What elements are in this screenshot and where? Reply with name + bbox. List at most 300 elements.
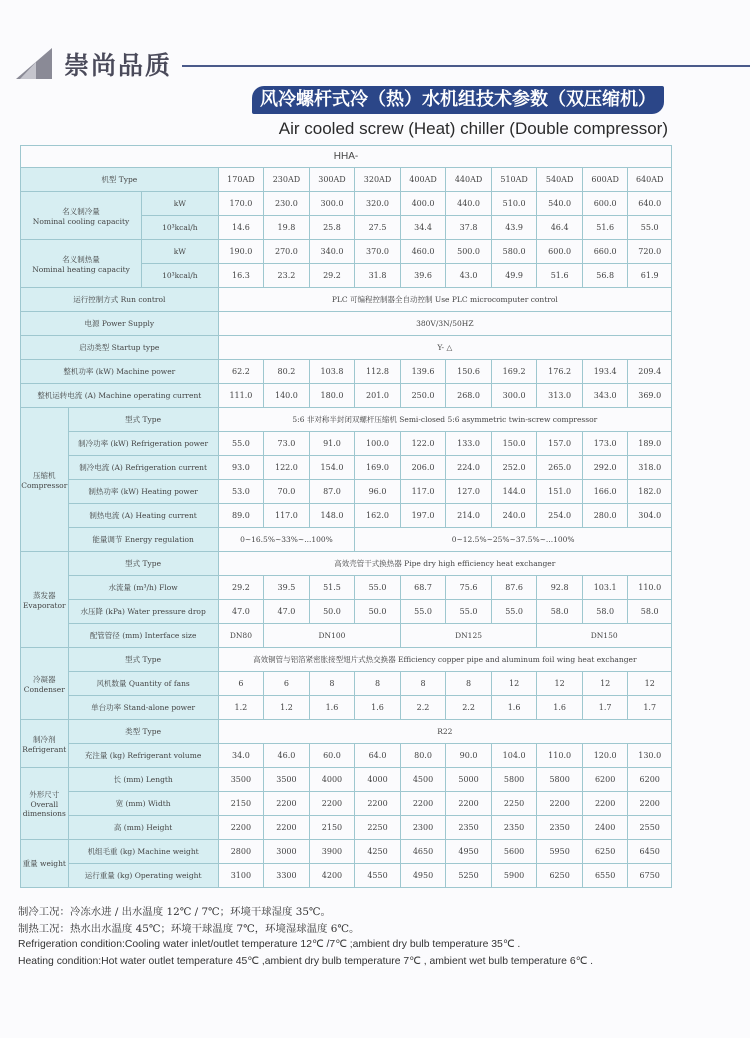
value-cell: 3000 <box>264 840 310 864</box>
value-cell: 2150 <box>218 792 264 816</box>
value-cell: 1.2 <box>218 696 264 720</box>
fans-label: 风机数量 Quantity of fans <box>68 672 218 696</box>
value-cell: 14.6 <box>218 216 264 240</box>
value-cell: 230AD <box>264 168 310 192</box>
interface-label: 配管管径 (mm) Interface size <box>68 624 218 648</box>
value-cell: 19.8 <box>264 216 310 240</box>
value-cell: 150.6 <box>446 360 492 384</box>
row-startup <box>21 336 672 360</box>
drop-label: 水压降 (kPa) Water pressure drop <box>68 600 218 624</box>
value-cell: 280.0 <box>582 504 628 528</box>
value-cell: 2800 <box>218 840 264 864</box>
power-supply-label: 电源 Power Supply <box>21 312 219 336</box>
value-cell: 5000 <box>446 768 492 792</box>
evaporator-group-cn: 蒸发器 <box>33 590 56 600</box>
weight-group: 重量 weight <box>21 840 69 888</box>
note-heating-en: Heating condition:Hot water outlet temperature 45℃ ,ambient dry bulb temperature 7℃ , ambient wet bulb temperature 6℃ . <box>18 955 594 967</box>
value-cell: 600.0 <box>582 192 628 216</box>
value-cell: 240.0 <box>491 504 537 528</box>
value-cell: 34.4 <box>400 216 446 240</box>
startup-value: Y- △ <box>218 336 671 360</box>
value-cell: 46.4 <box>537 216 583 240</box>
unit-cell: 10³kcal/h <box>142 264 219 288</box>
energy-value-a: 0~16.5%~33%~...100% <box>218 528 355 552</box>
value-cell: 3500 <box>264 768 310 792</box>
heating-label-cn: 名义制热量 <box>62 254 100 264</box>
value-cell: 127.0 <box>446 480 492 504</box>
value-cell: 170.0 <box>218 192 264 216</box>
value-cell: 133.0 <box>446 432 492 456</box>
cooling-label-en: Nominal cooling capacity <box>32 216 130 226</box>
note-cooling-cn: 制冷工况：冷冻水进 / 出水温度 12℃ / 7℃；环境干球湿度 35℃。 <box>18 906 331 918</box>
value-cell: 340.0 <box>309 240 355 264</box>
value-cell: 4500 <box>400 768 446 792</box>
value-cell: 53.0 <box>218 480 264 504</box>
value-cell: 6250 <box>537 864 583 888</box>
value-cell: 140.0 <box>264 384 310 408</box>
conditions-notes <box>18 904 738 970</box>
row-heat-power <box>21 480 672 504</box>
row-ref-volume <box>21 744 672 768</box>
row-dim-length <box>21 768 672 792</box>
title-cn-banner: 风冷螺杆式冷（热）水机组技术参数（双压缩机） <box>252 86 664 114</box>
value-cell: 254.0 <box>537 504 583 528</box>
value-cell: 600AD <box>582 168 628 192</box>
value-cell: 2200 <box>264 792 310 816</box>
energy-value-b: 0~12.5%~25%~37.5%~...100% <box>355 528 672 552</box>
row-weight-operating <box>21 864 672 888</box>
value-cell: 100.0 <box>355 432 401 456</box>
value-cell: 2400 <box>582 816 628 840</box>
value-cell: 2250 <box>491 792 537 816</box>
row-heat-current <box>21 504 672 528</box>
value-cell: 46.0 <box>264 744 310 768</box>
value-cell: 89.0 <box>218 504 264 528</box>
model-label: 机型 Type <box>21 168 219 192</box>
value-cell: 440.0 <box>446 192 492 216</box>
value-cell: 103.1 <box>582 576 628 600</box>
value-cell: 2200 <box>537 792 583 816</box>
value-cell: 157.0 <box>537 432 583 456</box>
value-cell: 2200 <box>582 792 628 816</box>
compressor-group-cn: 压缩机 <box>33 470 56 480</box>
value-cell: 8 <box>309 672 355 696</box>
value-cell: 4250 <box>355 840 401 864</box>
row-cond-type <box>21 648 672 672</box>
startup-label: 启动类型 Startup type <box>21 336 219 360</box>
value-cell: 111.0 <box>218 384 264 408</box>
value-cell: 139.6 <box>400 360 446 384</box>
value-cell: 540AD <box>537 168 583 192</box>
value-cell: 304.0 <box>628 504 672 528</box>
value-cell: 2550 <box>628 816 672 840</box>
value-cell: 29.2 <box>309 264 355 288</box>
row-dim-width <box>21 792 672 816</box>
machine-power-label: 整机功率 (kW) Machine power <box>21 360 219 384</box>
value-cell: 87.0 <box>309 480 355 504</box>
value-cell: 2200 <box>309 792 355 816</box>
evaporator-type-label: 型式 Type <box>68 552 218 576</box>
value-cell: 75.6 <box>446 576 492 600</box>
value-cell: 47.0 <box>264 600 310 624</box>
value-cell: 56.8 <box>582 264 628 288</box>
value-cell: 122.0 <box>400 432 446 456</box>
row-cond-fan-power <box>21 696 672 720</box>
value-cell: 720.0 <box>628 240 672 264</box>
value-cell: 270.0 <box>264 240 310 264</box>
value-cell: 91.0 <box>309 432 355 456</box>
row-heat-current-label: 制热电流 (A) Heating current <box>68 504 218 528</box>
value-cell: 50.0 <box>355 600 401 624</box>
value-cell: 500.0 <box>446 240 492 264</box>
value-cell: 8 <box>355 672 401 696</box>
value-cell: 61.9 <box>628 264 672 288</box>
row-power-supply <box>21 312 672 336</box>
row-series <box>21 146 672 168</box>
value-cell: 2300 <box>400 816 446 840</box>
refrigerant-group <box>21 720 69 768</box>
value-cell: 300.0 <box>491 384 537 408</box>
value-cell: 3500 <box>218 768 264 792</box>
value-cell: 660.0 <box>582 240 628 264</box>
compressor-group-en: Compressor <box>21 480 68 490</box>
value-cell: 580.0 <box>491 240 537 264</box>
interface-value: DN125 <box>400 624 537 648</box>
value-cell: 5950 <box>537 840 583 864</box>
value-cell: 3900 <box>309 840 355 864</box>
value-cell: 320AD <box>355 168 401 192</box>
value-cell: 47.0 <box>218 600 264 624</box>
value-cell: 440AD <box>446 168 492 192</box>
value-cell: 12 <box>491 672 537 696</box>
width-label: 宽 (mm) Width <box>68 792 218 816</box>
value-cell: 39.6 <box>400 264 446 288</box>
value-cell: 90.0 <box>446 744 492 768</box>
value-cell: 64.0 <box>355 744 401 768</box>
value-cell: 112.8 <box>355 360 401 384</box>
refrigerant-type-value: R22 <box>218 720 671 744</box>
dimensions-group-en2: dimensions <box>22 809 66 818</box>
triangle-logo-icon <box>14 46 54 80</box>
value-cell: 206.0 <box>400 456 446 480</box>
value-cell: 8 <box>446 672 492 696</box>
value-cell: 117.0 <box>400 480 446 504</box>
value-cell: 5250 <box>446 864 492 888</box>
value-cell: 12 <box>582 672 628 696</box>
value-cell: 2350 <box>446 816 492 840</box>
row-machine-current <box>21 384 672 408</box>
value-cell: 103.8 <box>309 360 355 384</box>
value-cell: 34.0 <box>218 744 264 768</box>
value-cell: 51.6 <box>582 216 628 240</box>
condenser-type-value: 高效铜管与铝箔紧密胀接型翅片式热交换器 Efficiency copper pipe and aluminum foil wing heat exchanger <box>218 648 671 672</box>
value-cell: 369.0 <box>628 384 672 408</box>
value-cell: 92.8 <box>537 576 583 600</box>
value-cell: 230.0 <box>264 192 310 216</box>
value-cell: 4650 <box>400 840 446 864</box>
value-cell: 16.3 <box>218 264 264 288</box>
brand-text: 崇尚品质 <box>64 51 173 80</box>
condenser-group-en: Condenser <box>23 684 65 694</box>
value-cell: 2.2 <box>446 696 492 720</box>
value-cell: 2350 <box>537 816 583 840</box>
value-cell: 148.0 <box>309 504 355 528</box>
value-cell: 96.0 <box>355 480 401 504</box>
fan-power-label: 单台功率 Stand-alone power <box>68 696 218 720</box>
value-cell: 5800 <box>491 768 537 792</box>
value-cell: 117.0 <box>264 504 310 528</box>
value-cell: 130.0 <box>628 744 672 768</box>
value-cell: 197.0 <box>400 504 446 528</box>
value-cell: 58.0 <box>537 600 583 624</box>
value-cell: 8 <box>400 672 446 696</box>
row-ref-current-label: 制冷电流 (A) Refrigeration current <box>68 456 218 480</box>
spec-table <box>20 145 672 888</box>
row-cond-fans <box>21 672 672 696</box>
value-cell: 313.0 <box>537 384 583 408</box>
value-cell: 51.6 <box>537 264 583 288</box>
value-cell: 300.0 <box>309 192 355 216</box>
value-cell: 5900 <box>491 864 537 888</box>
value-cell: 640AD <box>628 168 672 192</box>
value-cell: 3300 <box>264 864 310 888</box>
value-cell: 55.0 <box>218 432 264 456</box>
value-cell: 318.0 <box>628 456 672 480</box>
value-cell: 2200 <box>446 792 492 816</box>
refrigerant-group-cn: 制冷剂 <box>33 734 56 744</box>
interface-value: DN80 <box>218 624 264 648</box>
machine-current-label: 整机运转电流 (A) Machine operating current <box>21 384 219 408</box>
value-cell: 31.8 <box>355 264 401 288</box>
value-cell: 62.2 <box>218 360 264 384</box>
value-cell: 58.0 <box>582 600 628 624</box>
value-cell: 2200 <box>218 816 264 840</box>
value-cell: 2200 <box>355 792 401 816</box>
condenser-type-label: 型式 Type <box>68 648 218 672</box>
value-cell: 6 <box>218 672 264 696</box>
unit-cell: kW <box>142 240 219 264</box>
value-cell: 6200 <box>582 768 628 792</box>
value-cell: 252.0 <box>491 456 537 480</box>
value-cell: 110.0 <box>537 744 583 768</box>
unit-cell: 10³kcal/h <box>142 216 219 240</box>
run-control-label: 运行控制方式 Run control <box>21 288 219 312</box>
value-cell: 80.2 <box>264 360 310 384</box>
value-cell: 12 <box>628 672 672 696</box>
value-cell: 162.0 <box>355 504 401 528</box>
value-cell: 73.0 <box>264 432 310 456</box>
cooling-label-cn: 名义制冷量 <box>62 206 100 216</box>
value-cell: 25.8 <box>309 216 355 240</box>
row-ref-power-label: 制冷功率 (kW) Refrigeration power <box>68 432 218 456</box>
value-cell: 166.0 <box>582 480 628 504</box>
value-cell: 37.8 <box>446 216 492 240</box>
value-cell: 60.0 <box>309 744 355 768</box>
interface-value: DN100 <box>264 624 401 648</box>
value-cell: 268.0 <box>446 384 492 408</box>
compressor-group <box>21 408 69 552</box>
value-cell: 193.4 <box>582 360 628 384</box>
series-cell: HHA- <box>21 146 672 168</box>
unit-cell: kW <box>142 192 219 216</box>
value-cell: 4000 <box>309 768 355 792</box>
evaporator-group <box>21 552 69 648</box>
operating-weight-label: 运行重量 (kg) Operating weight <box>68 864 218 888</box>
row-evap-flow <box>21 576 672 600</box>
brand-header <box>14 40 750 84</box>
power-supply-value: 380V/3N/50HZ <box>218 312 671 336</box>
value-cell: 5600 <box>491 840 537 864</box>
value-cell: 1.7 <box>582 696 628 720</box>
value-cell: 224.0 <box>446 456 492 480</box>
value-cell: 1.6 <box>491 696 537 720</box>
value-cell: 5800 <box>537 768 583 792</box>
value-cell: 2200 <box>264 816 310 840</box>
value-cell: 93.0 <box>218 456 264 480</box>
value-cell: 151.0 <box>537 480 583 504</box>
dimensions-group-cn: 外形尺寸 <box>29 790 60 799</box>
value-cell: 4200 <box>309 864 355 888</box>
value-cell: 2250 <box>355 816 401 840</box>
value-cell: 50.0 <box>309 600 355 624</box>
value-cell: 1.6 <box>309 696 355 720</box>
value-cell: 104.0 <box>491 744 537 768</box>
volume-label: 充注量 (kg) Refrigerant volume <box>68 744 218 768</box>
value-cell: 49.9 <box>491 264 537 288</box>
value-cell: 87.6 <box>491 576 537 600</box>
row-evap-type <box>21 552 672 576</box>
row-ref-type <box>21 720 672 744</box>
flow-label: 水流量 (m³/h) Flow <box>68 576 218 600</box>
value-cell: 144.0 <box>491 480 537 504</box>
value-cell: 400AD <box>400 168 446 192</box>
row-dim-height <box>21 816 672 840</box>
condenser-group-cn: 冷凝器 <box>33 674 56 684</box>
value-cell: 150.0 <box>491 432 537 456</box>
value-cell: 4950 <box>400 864 446 888</box>
value-cell: 55.0 <box>491 600 537 624</box>
row-run-control <box>21 288 672 312</box>
row-cooling-kw <box>21 192 672 216</box>
row-model <box>21 168 672 192</box>
value-cell: 510.0 <box>491 192 537 216</box>
note-heating-cn: 制热工况：热水出水温度 45℃；环境干球温度 7℃，环境湿球温度 6℃。 <box>18 922 360 935</box>
value-cell: 180.0 <box>309 384 355 408</box>
length-label: 长 (mm) Length <box>68 768 218 792</box>
value-cell: 43.0 <box>446 264 492 288</box>
refrigerant-type-label: 类型 Type <box>68 720 218 744</box>
value-cell: 80.0 <box>400 744 446 768</box>
value-cell: 189.0 <box>628 432 672 456</box>
value-cell: 29.2 <box>218 576 264 600</box>
row-ref-current <box>21 456 672 480</box>
row-machine-power <box>21 360 672 384</box>
value-cell: 55.0 <box>355 576 401 600</box>
value-cell: 70.0 <box>264 480 310 504</box>
value-cell: 201.0 <box>355 384 401 408</box>
value-cell: 68.7 <box>400 576 446 600</box>
value-cell: 2350 <box>491 816 537 840</box>
value-cell: 23.2 <box>264 264 310 288</box>
value-cell: 190.0 <box>218 240 264 264</box>
value-cell: 300AD <box>309 168 355 192</box>
row-ref-power <box>21 432 672 456</box>
value-cell: 1.6 <box>355 696 401 720</box>
title-en: Air cooled screw (Heat) chiller (Double compressor) <box>278 119 668 138</box>
compressor-type-value: 5:6 非对称半封闭双螺杆压缩机 Semi-closed 5:6 asymmetric twin-screw compressor <box>218 408 671 432</box>
value-cell: 2200 <box>628 792 672 816</box>
value-cell: 640.0 <box>628 192 672 216</box>
value-cell: 27.5 <box>355 216 401 240</box>
value-cell: 39.5 <box>264 576 310 600</box>
row-evap-interface <box>21 624 672 648</box>
height-label: 高 (mm) Height <box>68 816 218 840</box>
heating-label <box>21 240 142 288</box>
value-cell: 370.0 <box>355 240 401 264</box>
value-cell: 4550 <box>355 864 401 888</box>
value-cell: 540.0 <box>537 192 583 216</box>
value-cell: 1.7 <box>628 696 672 720</box>
value-cell: 154.0 <box>309 456 355 480</box>
value-cell: 1.2 <box>264 696 310 720</box>
value-cell: 292.0 <box>582 456 628 480</box>
value-cell: 120.0 <box>582 744 628 768</box>
value-cell: 6750 <box>628 864 672 888</box>
value-cell: 250.0 <box>400 384 446 408</box>
value-cell: 214.0 <box>446 504 492 528</box>
note-cooling-en: Refrigeration condition:Cooling water inlet/outlet temperature 12℃ /7℃ ;ambient dry bulb temperature 35℃ . <box>18 939 521 950</box>
value-cell: 460.0 <box>400 240 446 264</box>
value-cell: 55.0 <box>446 600 492 624</box>
value-cell: 600.0 <box>537 240 583 264</box>
row-evap-drop <box>21 600 672 624</box>
value-cell: 6550 <box>582 864 628 888</box>
value-cell: 400.0 <box>400 192 446 216</box>
header-divider <box>182 65 750 67</box>
value-cell: 169.2 <box>491 360 537 384</box>
value-cell: 110.0 <box>628 576 672 600</box>
value-cell: 265.0 <box>537 456 583 480</box>
value-cell: 55.0 <box>400 600 446 624</box>
evaporator-type-value: 高效壳管干式换热器 Pipe dry high efficiency heat exchanger <box>218 552 671 576</box>
value-cell: 58.0 <box>628 600 672 624</box>
condenser-group <box>21 648 69 720</box>
row-weight-machine <box>21 840 672 864</box>
dimensions-group <box>21 768 69 840</box>
value-cell: 343.0 <box>582 384 628 408</box>
value-cell: 55.0 <box>628 216 672 240</box>
heating-label-en: Nominal heating capacity <box>32 264 130 274</box>
value-cell: 209.4 <box>628 360 672 384</box>
row-compressor-type <box>21 408 672 432</box>
value-cell: 6250 <box>582 840 628 864</box>
compressor-type-label: 型式 Type <box>68 408 218 432</box>
value-cell: 3100 <box>218 864 264 888</box>
value-cell: 173.0 <box>582 432 628 456</box>
value-cell: 176.2 <box>537 360 583 384</box>
refrigerant-group-en: Refrigerant <box>22 744 67 754</box>
value-cell: 51.5 <box>309 576 355 600</box>
row-heating-kw <box>21 240 672 264</box>
value-cell: 12 <box>537 672 583 696</box>
machine-weight-label: 机组毛重 (kg) Machine weight <box>68 840 218 864</box>
run-control-value: PLC 可编程控制器全自动控制 Use PLC microcomputer control <box>218 288 671 312</box>
value-cell: 510AD <box>491 168 537 192</box>
value-cell: 2200 <box>400 792 446 816</box>
cooling-label <box>21 192 142 240</box>
energy-label: 能量调节 Energy regulation <box>68 528 218 552</box>
row-energy <box>21 528 672 552</box>
